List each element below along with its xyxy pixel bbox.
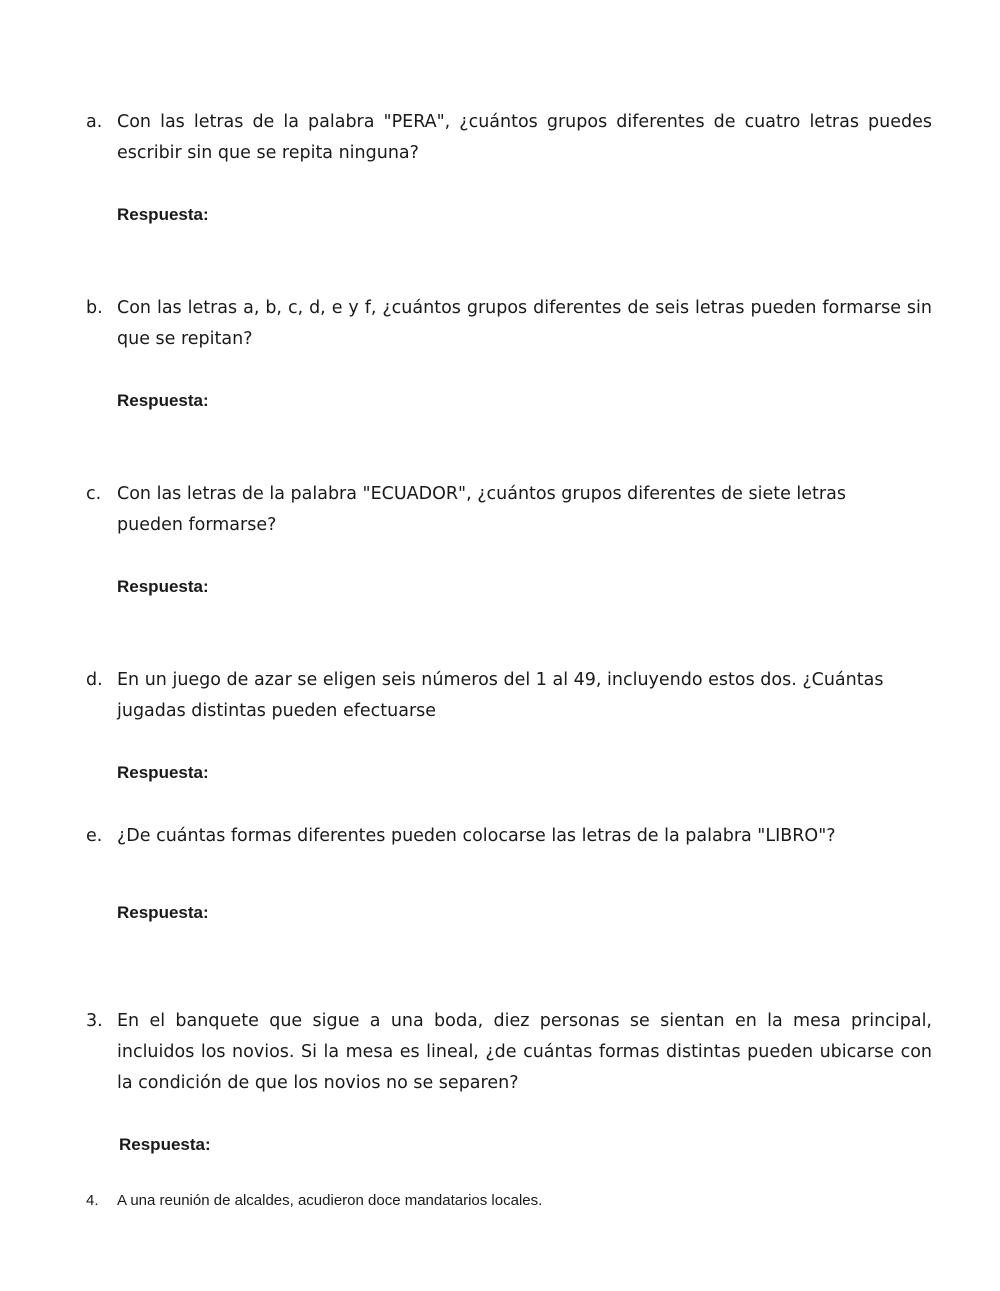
answer-label-c: Respuesta:	[117, 577, 209, 596]
question-text: Con las letras de la palabra "PERA", ¿cuántos grupos diferentes de cuatro letras puedes escribir sin que se repita ninguna?	[117, 112, 932, 163]
question-a	[86, 107, 932, 169]
question-marker: b.	[86, 298, 103, 318]
question-text: ¿De cuántas formas diferentes pueden colocarse las letras de la palabra "LIBRO"?	[117, 826, 836, 846]
question-marker: c.	[86, 484, 102, 504]
question-marker: 4.	[86, 1192, 99, 1209]
question-text: En el banquete que sigue a una boda, diez personas se sientan en la mesa principal, incluidos los novios. Si la mesa es lineal, ¿de cuántas formas distintas pueden ubicarse con la condición de que los novios no se separen?	[117, 1011, 932, 1093]
question-text: Con las letras a, b, c, d, e y f, ¿cuántos grupos diferentes de seis letras pueden formarse sin que se repitan?	[117, 298, 932, 349]
question-text: Con las letras de la palabra "ECUADOR", ¿cuántos grupos diferentes de siete letras pueden formarse?	[117, 484, 846, 535]
question-c	[86, 479, 932, 541]
answer-label-3: Respuesta:	[119, 1135, 211, 1154]
question-marker: e.	[86, 826, 103, 846]
question-b	[86, 293, 932, 355]
question-3	[86, 1006, 932, 1099]
answer-label-b: Respuesta:	[117, 391, 209, 410]
question-marker: d.	[86, 670, 103, 690]
answer-label-e: Respuesta:	[117, 903, 209, 922]
question-marker: 3.	[86, 1011, 103, 1031]
question-4	[86, 1190, 542, 1212]
question-e	[86, 821, 932, 852]
question-marker: a.	[86, 112, 103, 132]
question-text: A una reunión de alcaldes, acudieron doce mandatarios locales.	[117, 1192, 543, 1209]
question-d	[86, 665, 932, 727]
answer-label-a: Respuesta:	[117, 205, 209, 224]
question-text: En un juego de azar se eligen seis números del 1 al 49, incluyendo estos dos. ¿Cuántas jugadas distintas pueden efectuarse	[117, 670, 884, 721]
answer-label-d: Respuesta:	[117, 763, 209, 782]
